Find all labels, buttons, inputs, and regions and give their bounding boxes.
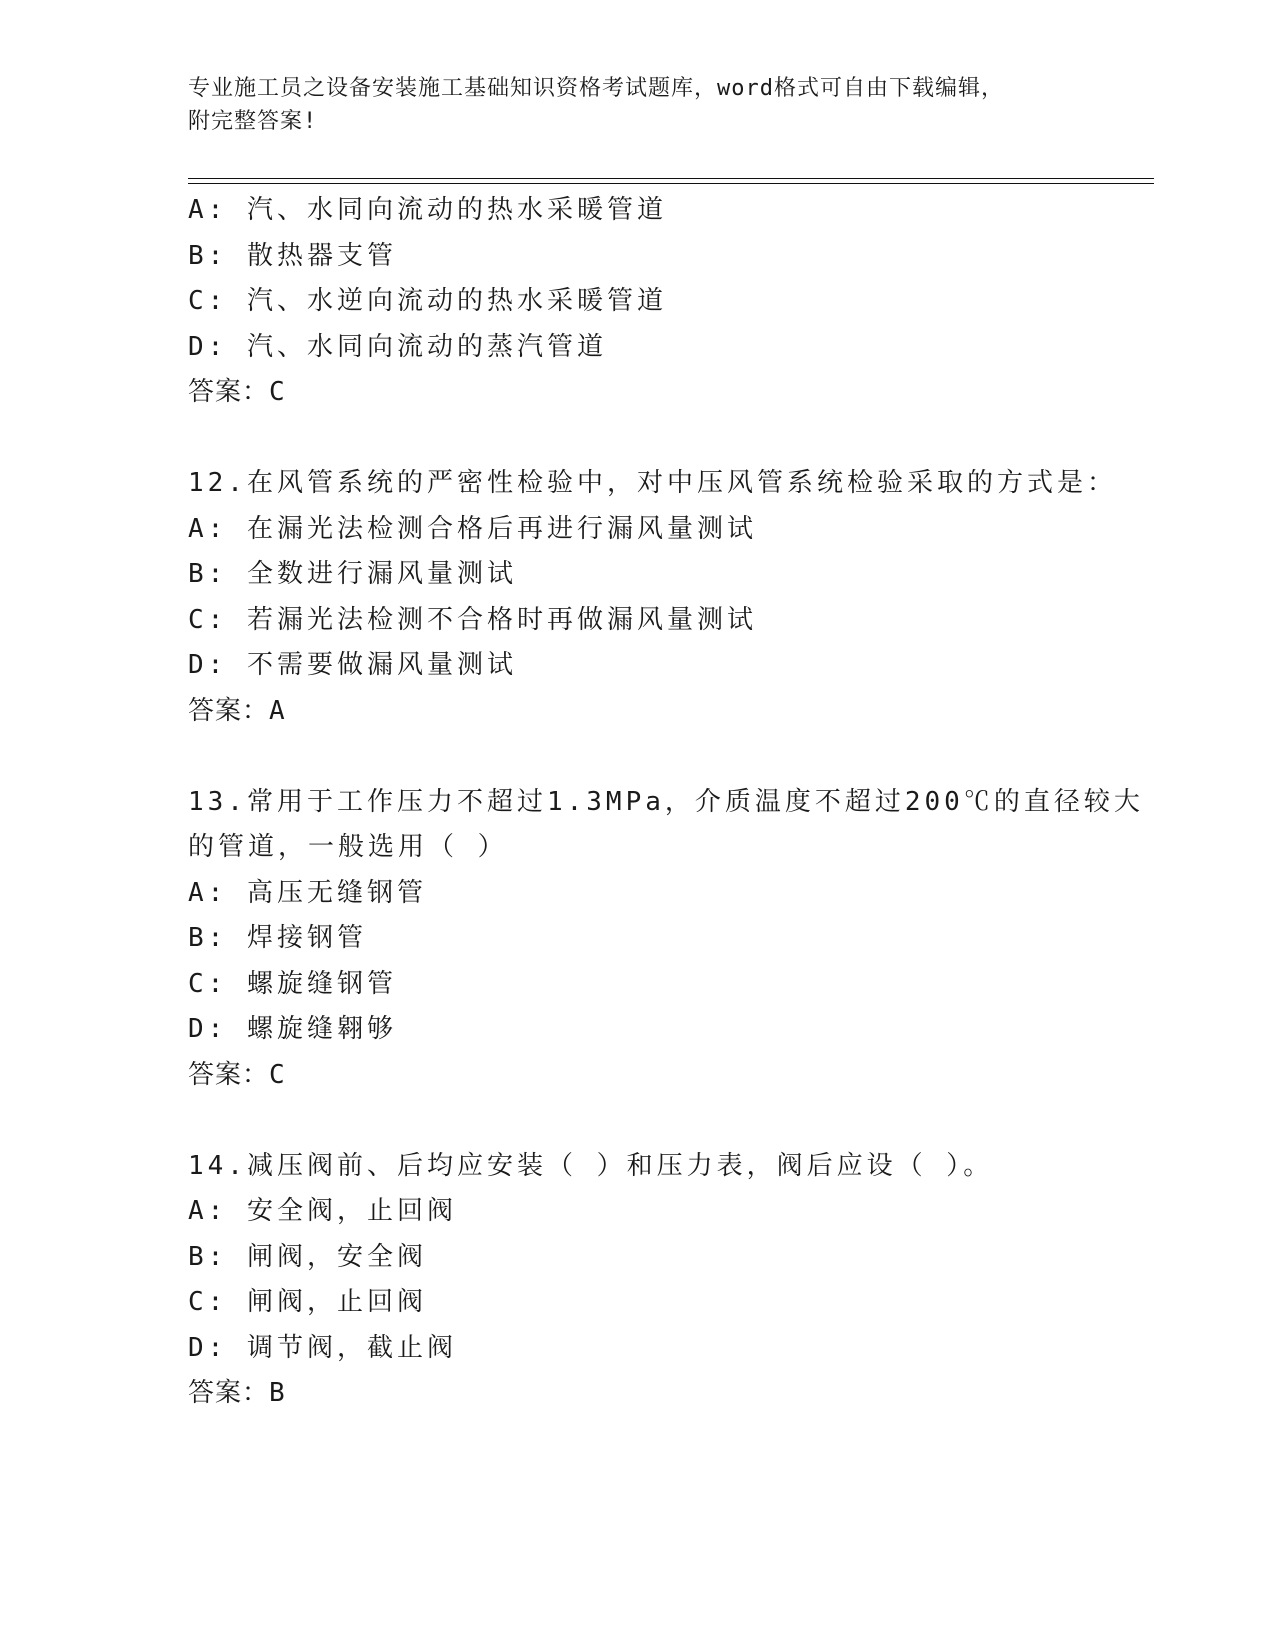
question-list <box>188 188 1148 1417</box>
question-stem-line-1: 13.常用于工作压力不超过1.3MPa，介质温度不超过200℃的直径较大 <box>188 786 1144 817</box>
answer-value: B <box>269 1378 286 1408</box>
answer-label: 答案： <box>188 695 270 726</box>
option-b: B: 闸阀，安全阀 <box>188 1241 427 1272</box>
answer-label: 答案： <box>188 1059 270 1090</box>
option-a: A: 汽、水同向流动的热水采暖管道 <box>188 195 667 225</box>
option-d: D: 汽、水同向流动的蒸汽管道 <box>188 331 607 362</box>
option-c: C: 螺旋缝钢管 <box>188 968 397 999</box>
header-line-1: 专业施工员之设备安装施工基础知识资格考试题库，word格式可自由下载编辑， <box>188 76 1004 101</box>
option-a: A: 在漏光法检测合格后再进行漏风量测试 <box>188 513 757 544</box>
option-c: C: 若漏光法检测不合格时再做漏风量测试 <box>188 604 757 635</box>
question-12 <box>188 461 1148 734</box>
answer-value: C <box>269 1059 286 1090</box>
question-stem: 12.在风管系统的严密性检验中，对中压风管系统检验采取的方式是： <box>188 468 1117 498</box>
header-line-2: 附完整答案! <box>188 109 318 134</box>
question-11 <box>188 188 1148 416</box>
question-14 <box>188 1144 1148 1417</box>
answer-line <box>188 370 1148 416</box>
header-divider-top <box>188 178 1154 179</box>
answer-line <box>188 689 1148 735</box>
option-b: B: 散热器支管 <box>188 240 397 271</box>
question-stem-line-2: 的管道，一般选用（ ） <box>188 832 508 862</box>
option-a: A: 高压无缝钢管 <box>188 877 427 908</box>
option-b: B: 焊接钢管 <box>188 923 367 953</box>
question-stem: 14.减压阀前、后均应安装（ ）和压力表，阀后应设（ ）。 <box>188 1150 994 1181</box>
option-c: C: 汽、水逆向流动的热水采暖管道 <box>188 286 667 316</box>
spacer <box>188 734 1148 780</box>
option-c: C: 闸阀，止回阀 <box>188 1287 427 1317</box>
answer-line <box>188 1053 1148 1099</box>
spacer <box>188 1098 1148 1144</box>
answer-line <box>188 1371 1148 1417</box>
document-header <box>188 72 1088 138</box>
option-d: D: 螺旋缝翱够 <box>188 1014 397 1044</box>
option-d: D: 调节阀，截止阀 <box>188 1332 457 1363</box>
answer-label: 答案： <box>188 1378 270 1408</box>
answer-label: 答案： <box>188 377 270 407</box>
answer-value: A <box>269 695 286 726</box>
option-a: A: 安全阀，止回阀 <box>188 1196 457 1226</box>
header-divider-bottom <box>188 183 1154 184</box>
option-b: B: 全数进行漏风量测试 <box>188 559 517 589</box>
answer-value: C <box>269 377 286 407</box>
question-13 <box>188 780 1148 1099</box>
option-d: D: 不需要做漏风量测试 <box>188 650 517 680</box>
spacer <box>188 416 1148 462</box>
